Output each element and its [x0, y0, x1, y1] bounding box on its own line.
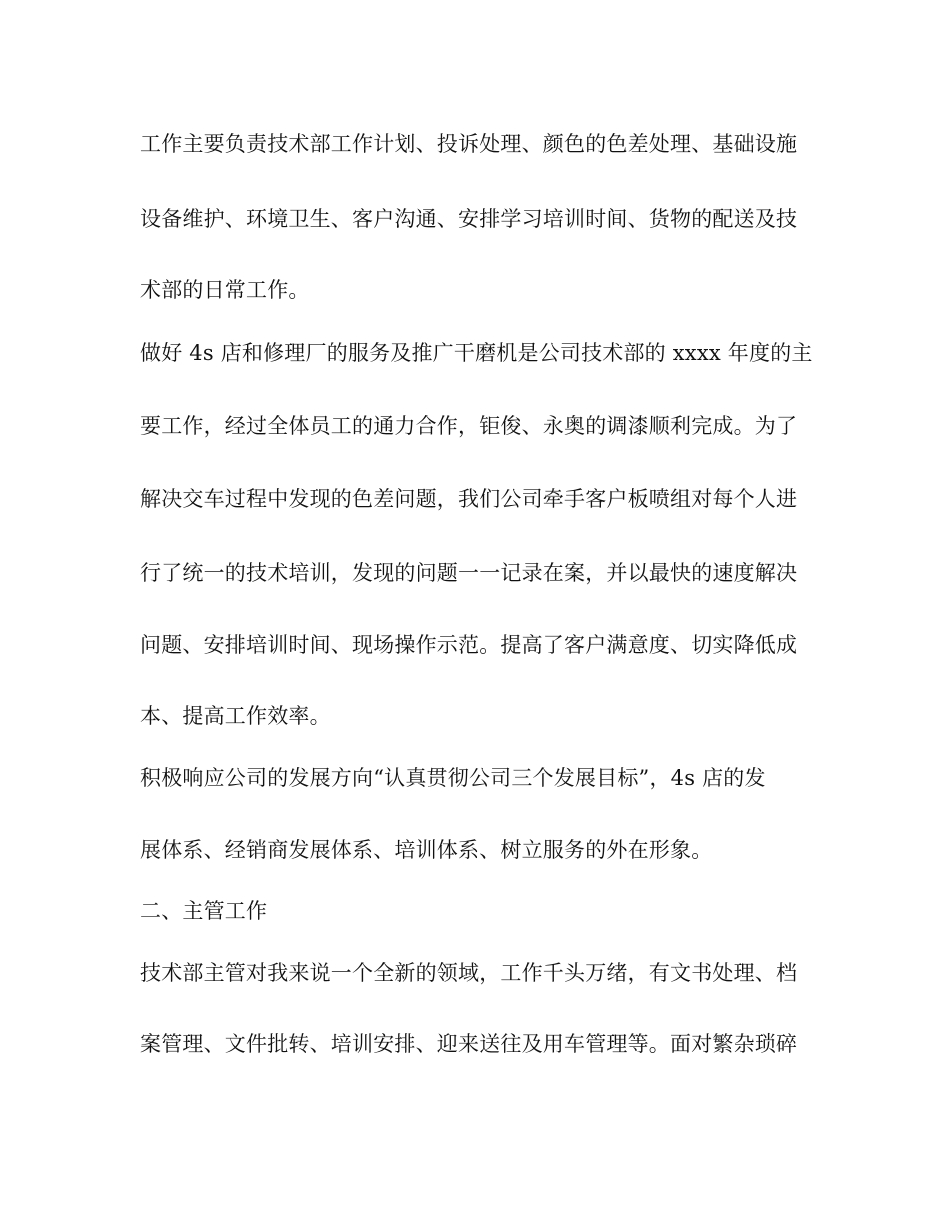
- body-text-line: 问题、安排培训时间、现场操作示范。提高了客户满意度、切实降低成: [140, 633, 798, 657]
- body-text-line: 积极响应公司的发展方向“认真贯彻公司三个发展目标”，4s 店的发: [140, 766, 766, 790]
- body-text-line: 要工作，经过全体员工的通力合作，钜俊、永奥的调漆顺利完成。为了: [140, 414, 798, 438]
- body-text-line: 设备维护、环境卫生、客户沟通、安排学习培训时间、货物的配送及技: [140, 207, 798, 231]
- body-text-line: 展体系、经销商发展体系、培训体系、树立服务的外在形象。: [140, 838, 713, 862]
- body-text-line: 本、提高工作效率。: [140, 704, 331, 728]
- body-text-line: 工作主要负责技术部工作计划、投诉处理、颜色的色差处理、基础设施: [140, 132, 798, 156]
- body-text-line: 案管理、文件批转、培训安排、迎来送往及用车管理等。面对繁杂琐碎: [140, 1032, 798, 1056]
- body-text-line: 解决交车过程中发现的色差问题，我们公司牵手客户板喷组对每个人进: [140, 487, 798, 511]
- body-text-line: 术部的日常工作。: [140, 278, 310, 302]
- body-text-line: 行了统一的技术培训，发现的问题一一记录在案，并以最快的速度解决: [140, 561, 798, 585]
- body-text-line: 技术部主管对我来说一个全新的领域，工作千头万绪，有文书处理、档: [140, 961, 798, 985]
- body-text-line: 做好 4s 店和修理厂的服务及推广干磨机是公司技术部的 xxxx 年度的主: [140, 341, 813, 365]
- section-heading: 二、主管工作: [140, 899, 268, 923]
